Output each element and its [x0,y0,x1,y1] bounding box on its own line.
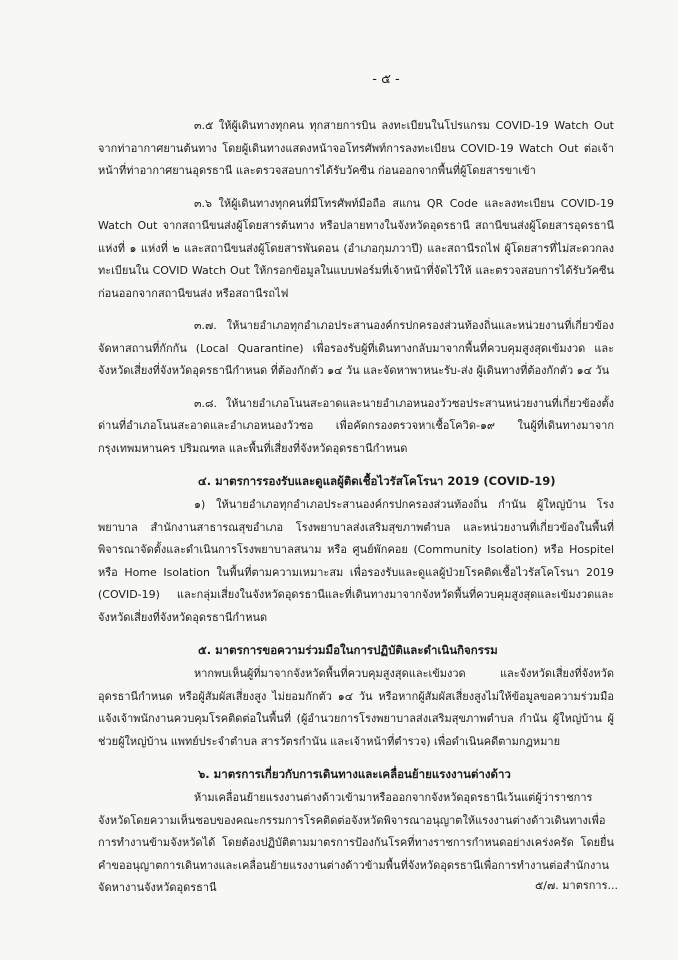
paragraph-3-5: ๓.๕ ให้ผู้เดินทางทุกคน ทุกสายการบิน ลงทะเบียนในโปรแกรม COVID-19 Watch Out จากท่าอากาศยานต้นทาง โดยผู้เดินทางแสดงหน้าจอโทรศัพท์การลงทะเบียน COVID-19 Watch Out ต่อเจ้าหน้าที่ท่าอากาศยานอุดรธานี และตรวจสอบการได้รับวัคซีน ก่อนออกจากพื้นที่ผู้โดยสารขาเข้า [98,119,614,177]
section-5-body: หากพบเห็นผู้ที่มาจากจังหวัดพื้นที่ควบคุมสูงสุดและเข้มงวด และจังหวัดเสี่ยงที่จังหวัดอุดรธานีกำหนด หรือผู้สัมผัสเสี่ยงสูง ไม่ยอมกักตัว ๑๔ วัน หรือหากผู้สัมผัสเสี่ยงสูงไม่ให้ข้อมูลขอความร่วมมือแจ้งเจ้าพนักงานควบคุมโรคติดต่อในพื้นที่ (ผู้อำนวยการโรงพยาบาลส่งเสริมสุขภาพตำบล กำนัน ผู้ใหญ่บ้าน ผู้ช่วยผู้ใหญ่บ้าน แพทย์ประจำตำบล สารวัตรกำนัน และเจ้าหน้าที่ตำรวจ) เพื่อดำเนินคดีตามกฎหมาย [98,667,614,748]
continuation-footer: ๕/๗. มาตรการ... [534,879,618,892]
paragraph-3-6: ๓.๖ ให้ผู้เดินทางทุกคนที่มีโทรศัพท์มือถือ สแกน QR Code และลงทะเบียน COVID-19 Watch Out จากสถานีขนส่งผู้โดยสารต้นทาง หรือปลายทางในจังหวัดอุดรธานี สถานีขนส่งผู้โดยสารอุดรธานี แห่งที่ ๑ แห่งที่ ๒ และสถานีขนส่งผู้โดยสารพันดอน (อำเภอกุมภวาปี) และสถานีรถไฟ ผู้โดยสารที่ไม่สะดวกลงทะเบียนใน COVID Watch Out ให้กรอกข้อมูลในแบบฟอร์มที่เจ้าหน้าที่จัดไว้ให้ และตรวจสอบการได้รับวัคซีน ก่อนออกจากสถานีขนส่ง หรือสถานีรถไฟ [98,196,614,300]
page-number: - ๕ - [372,72,400,87]
paragraph-3-8: ๓.๘. ให้นายอำเภอโนนสะอาดและนายอำเภอหนองวัวซอประสานหน่วยงานที่เกี่ยวข้องตั้งด่านที่อำเภอโนนสะอาดและอำเภอหนองวัวซอ เพื่อคัดกรองตรวจหาเชื้อโควิด-๑๙ ในผู้ที่เดินทางมาจากกรุงเทพมหานคร ปริมณฑล และพื้นที่เสี่ยงที่จังหวัดอุดรธานีกำหนด [98,396,614,455]
section-6-body: ห้ามเคลื่อนย้ายแรงงานต่างด้าวเข้ามาหรือออกจากจังหวัดอุดรธานีเว้นแต่ผู้ว่าราชการจังหวัดโดยความเห็นชอบของคณะกรรมการโรคติดต่อจังหวัดพิจารณาอนุญาตให้แรงงานต่างด้าวเดินทางเพื่อการทำงานข้ามจังหวัดได้ โดยต้องปฏิบัติตามมาตรการป้องกันโรคที่ทางราชการกำหนดอย่างเคร่งครัด โดยยื่นคำขออนุญาตการเดินทางและเคลื่อนย้ายแรงงานต่างด้าวข้ามพื้นที่จังหวัดอุดรธานีเพื่อการทำงานต่อสำนักงานจัดหางานจังหวัดอุดรธานี [98,791,614,894]
paragraph-3-7: ๓.๗. ให้นายอำเภอทุกอำเภอประสานองค์กรปกครองส่วนท้องถิ่นและหน่วยงานที่เกี่ยวข้องจัดหาสถานที่กักกัน (Local Quarantine) เพื่อรองรับผู้ที่เดินทางกลับมาจากพื้นที่ควบคุมสูงสุดเข้มงวด และจังหวัดเสี่ยงที่จังหวัดอุดรธานีกำหนด ที่ต้องกักตัว ๑๔ วัน และจัดหาพาหนะรับ-ส่ง ผู้เดินทางที่ต้องกักตัว ๑๔ วัน [98,319,614,377]
section-6-heading: ๖. มาตรการเกี่ยวกับการเดินทางและเคลื่อนย้ายแรงงานต่างด้าว [198,767,511,781]
section-4-body: ๑) ให้นายอำเภอทุกอำเภอประสานองค์กรปกครองส่วนท้องถิ่น กำนัน ผู้ใหญ่บ้าน โรงพยาบาล สำนักงานสาธารณสุขอำเภอ โรงพยาบาลส่งเสริมสุขภาพตำบล และหน่วยงานที่เกี่ยวข้องในพื้นที่ พิจารณาจัดตั้งและดำเนินการโรงพยาบาลสนาม หรือ ศูนย์พักคอย (Community Isolation) หรือ Hospitel หรือ Home Isolation ในพื้นที่ตามความเหมาะสม เพื่อรองรับและดูแลผู้ป่วยโรคติดเชื้อไวรัสโคโรนา 2019 (COVID-19) และกลุ่มเสี่ยงในจังหวัดอุดรธานีและที่เดินทางมาจากจังหวัดพื้นที่ควบคุมสูงสุดและเข้มงวดและจังหวัดเสี่ยงที่จังหวัดอุดรธานีกำหนด [98,498,614,624]
section-4-heading: ๔. มาตรการรองรับและดูแลผู้ติดเชื้อไวรัสโคโรนา 2019 (COVID-19) [198,474,556,488]
section-5-heading: ๕. มาตรการขอความร่วมมือในการปฏิบัติและดำเนินกิจกรรม [198,643,498,657]
